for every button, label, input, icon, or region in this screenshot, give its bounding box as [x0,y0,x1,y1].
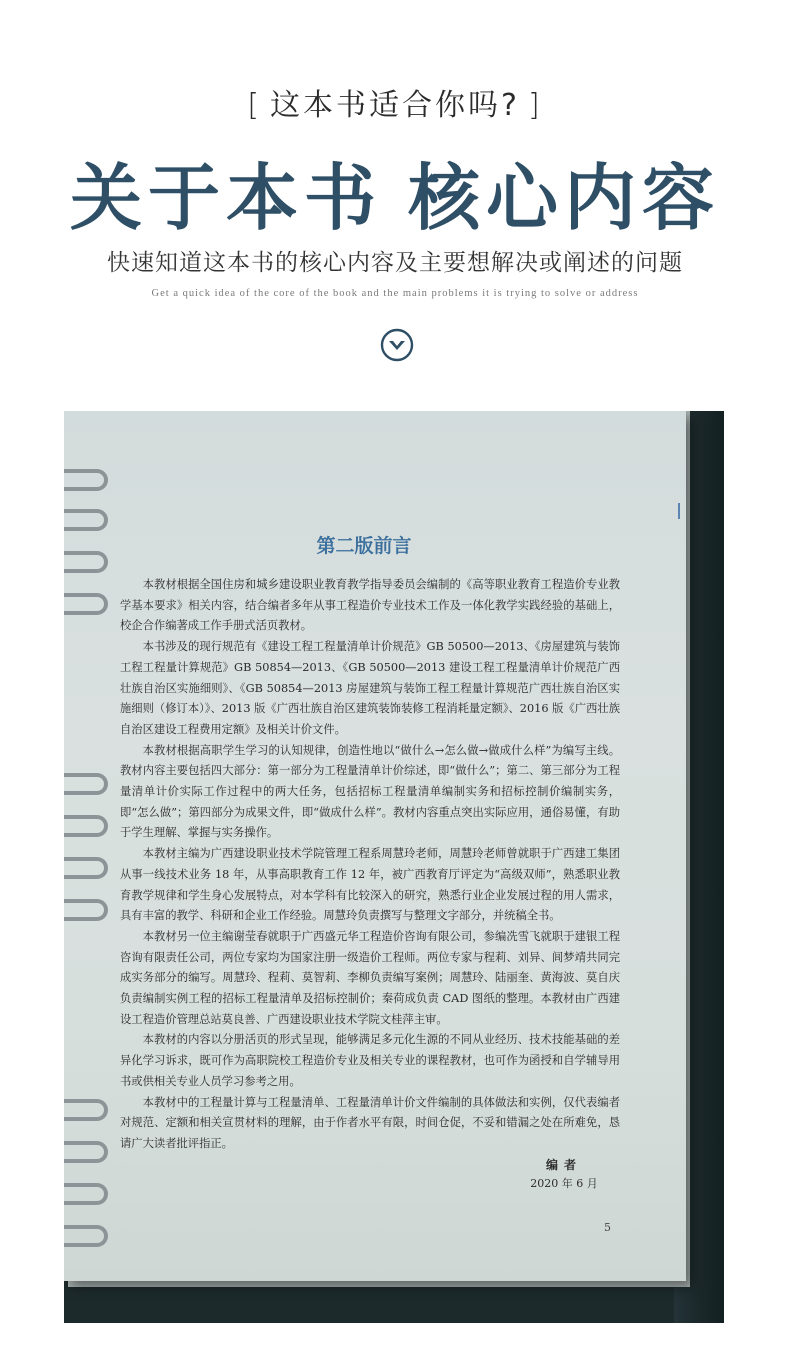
binder-ring-icon [64,857,108,879]
subtitle: 快速知道这本书的核心内容及主要想解决或阐述的问题 [107,250,683,276]
signature-block [519,1156,609,1191]
binder-ring-icon [64,551,108,573]
preface-paragraph-1: 本教材根据全国住房和城乡建设职业教育教学指导委员会编制的《高等职业教育工程造价专业教学基本要求》相关内容，结合编者多年从事工程造价专业技术工作及一体化教学实践经验的基础上，校企合作编著成工作手册式活页教材。 [120,578,620,633]
book-photo [64,411,724,1323]
tagline-text: 这本书适合你吗? [270,88,520,123]
tagline [0,80,790,124]
subtitle-english: Get a quick idea of the core of the book and the main problems it is trying to solve or address [151,288,639,299]
preface-body [120,575,620,1155]
main-title [0,140,790,244]
tagline-close-bracket: ] [527,88,543,123]
binder-ring-icon [64,773,108,795]
book-page [64,411,686,1281]
signature-date: 2020 年 6 月 [530,1177,598,1190]
binder-ring-icon [64,593,108,615]
binder-ring-icon [64,509,108,531]
preface-paragraph-6: 本教材的内容以分册活页的形式呈现，能够满足多元化生源的不同从业经历、技术技能基础的差异化学习诉求，既可作为高职院校工程造价专业及相关专业的课程教材，也可作为函授和自学辅导用书或供相关专业人员学习参考之用。 [120,1033,620,1088]
preface-title: 第二版前言 [316,535,412,557]
preface-paragraph-3: 本教材根据高职学生学习的认知规律，创造性地以“做什么→怎么做→做成什么样”为编写主线。教材内容主要包括四大部分：第一部分为工程量清单计价综述，即“做什么”；第二、第三部分为工程量清单计价实际工作过程中的两大任务，包括招标工程量清单编制实务和招标控制价编制实务，即“怎么做”；第四部分为成果文件，即“做成什么样”。教材内容重点突出实际应用，通俗易懂，有助于学生理解、掌握与实务操作。 [120,743,620,840]
preface-paragraph-2: 本书涉及的现行规范有《建设工程工程量清单计价规范》GB 50500—2013、《房屋建筑与装饰工程工程量计算规范》GB 50854—2013、《GB 50500—2013 建设工程工程量清单计价规范广西壮族自治区实施细则》、《GB 50854—2013 房屋建筑与装饰工程工程量计算规范广西壮族自治区实施细则（修订本）》、2013 版《广西壮族自治区建筑装饰装修工程消耗量定额》、2016 版《广西壮族自治区建设工程费用定额》及相关计价文件。 [120,640,620,736]
page-number: 5 [604,1221,611,1234]
binder-ring-icon [64,469,108,491]
chevron-down-circle-icon [380,328,414,362]
tagline-open-bracket: [ [247,88,263,123]
header-section [0,0,790,400]
binder-ring-icon [64,1141,108,1163]
main-title-part2: 核心内容 [408,155,721,240]
binder-ring-icon [64,1183,108,1205]
binder-ring-icon [64,899,108,921]
page-edge-mark [678,503,680,519]
binder-ring-icon [64,1099,108,1121]
binder-ring-icon [64,1225,108,1247]
preface-paragraph-4: 本教材主编为广西建设职业技术学院管理工程系周慧玲老师，周慧玲老师曾就职于广西建工集团从事一线技术业务 18 年，从事高职教育工作 12 年，被广西教育厅评定为“高级双师”，熟悉职业教育教学规律和学生身心发展特点，对本学科有比较深入的研究，熟悉行业企业发展过程的用人需求，具有丰富的教学、科研和企业工作经验。周慧玲负责撰写与整理文字部分，并统稿全书。 [120,847,620,923]
main-title-part1: 关于本书 [69,155,382,240]
preface-paragraph-5: 本教材另一位主编谢莹春就职于广西盛元华工程造价咨询有限公司，参编冼雪飞就职于建银工程咨询有限责任公司，两位专家均为国家注册一级造价工程师。两位专家与程莉、刘异、闾梦靖共同完成实务部分的编写。周慧玲、程莉、莫智莉、李柳负责编写案例；周慧玲、陆丽奎、黄海波、莫自庆负责编制实例工程的招标工程量清单及招标控制价；秦荷成负责 CAD 图纸的整理。本教材由广西建设工程造价管理总站莫良善、广西建设职业技术学院文桂萍主审。 [120,929,620,1026]
preface-paragraph-7: 本教材中的工程量计算与工程量清单、工程量清单计价文件编制的具体做法和实例，仅代表编者对规范、定额和相关宣贯材料的理解，由于作者水平有限，时间仓促，不妥和错漏之处在所难免，恳请广大读者批评指正。 [120,1095,620,1150]
binder-ring-icon [64,815,108,837]
signature-author: 编者 [545,1158,582,1172]
